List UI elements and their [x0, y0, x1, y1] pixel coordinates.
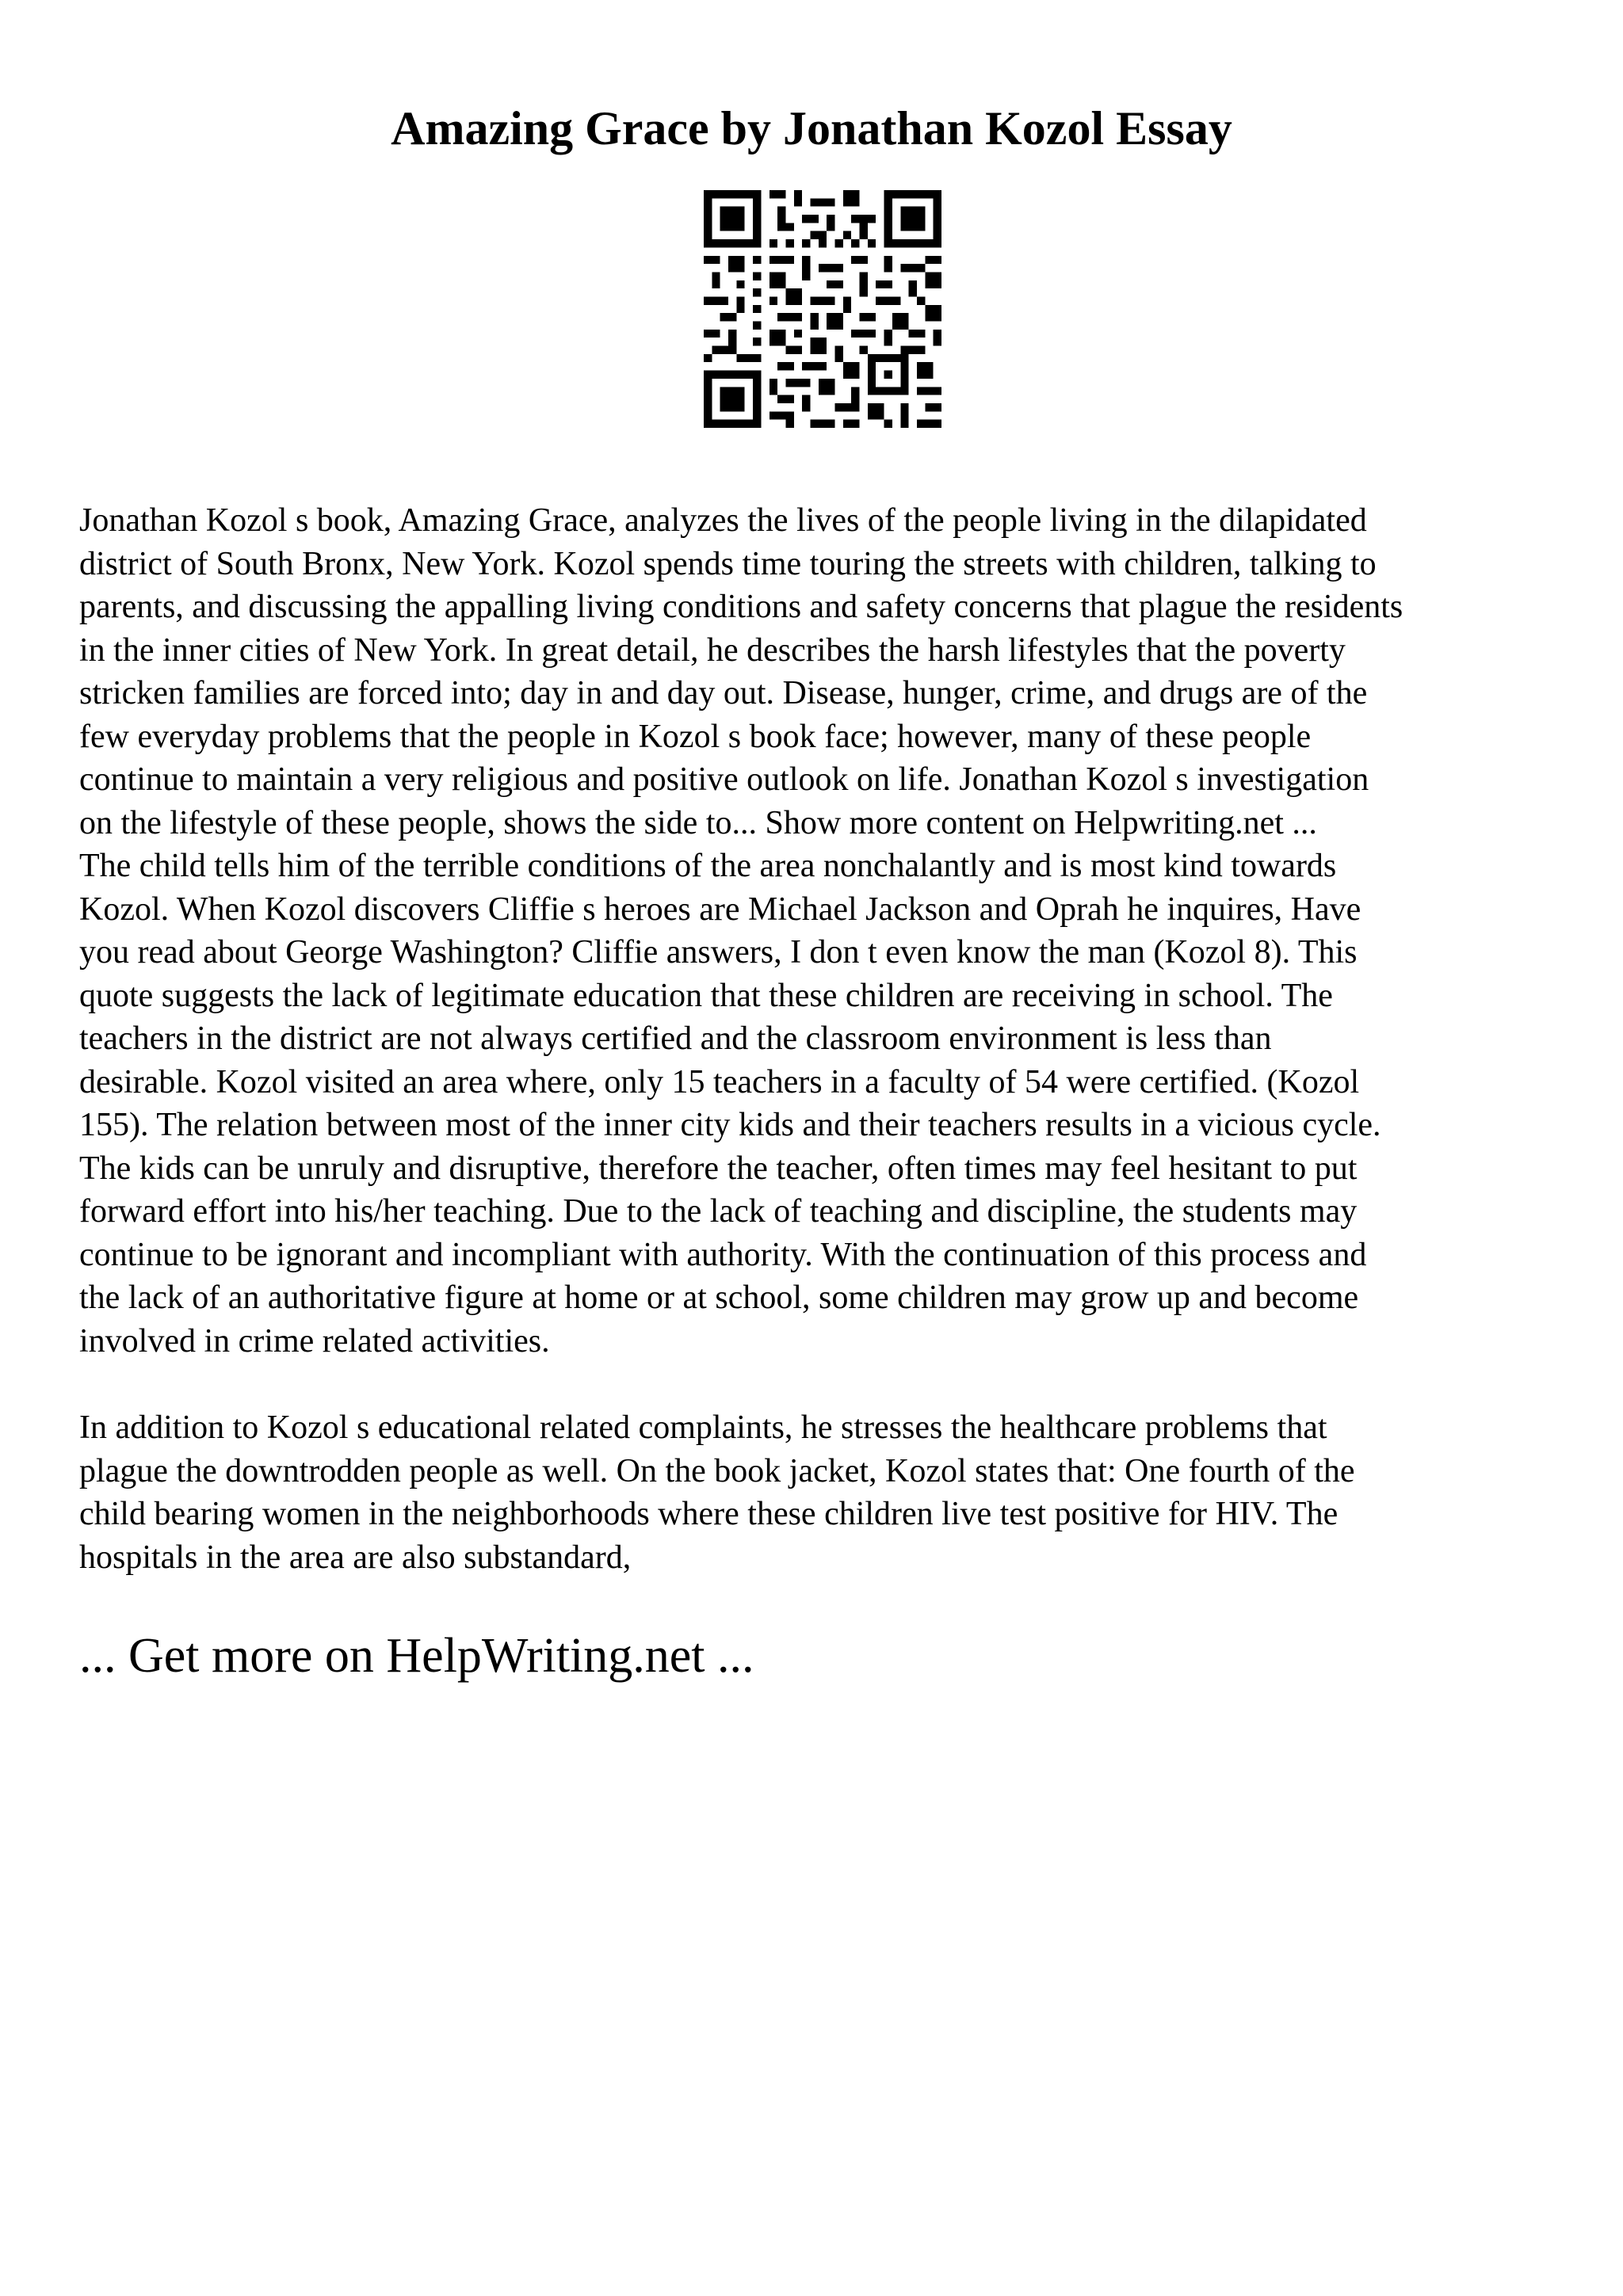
paragraph-line: on the lifestyle of these people, shows the side to... Show more content on Helpwriting.net ...: [79, 804, 1317, 841]
paragraph-line: in the inner cities of New York. In great detail, he describes the harsh lifestyles that the poverty: [79, 631, 1346, 669]
paragraph-line: Jonathan Kozol s book, Amazing Grace, analyzes the lives of the people living in the dilapidated: [79, 502, 1367, 539]
paragraph-line: district of South Bronx, New York. Kozol spends time touring the streets with children, talking to: [79, 545, 1377, 582]
paragraph-line: The kids can be unruly and disruptive, therefore the teacher, often times may feel hesitant to put: [79, 1150, 1358, 1187]
paragraph-line: desirable. Kozol visited an area where, only 15 teachers in a faculty of 54 were certified. (Kozol: [79, 1063, 1360, 1100]
paragraph-line: plague the downtrodden people as well. On the book jacket, Kozol states that: One fourth of the: [79, 1452, 1355, 1489]
get-more-link[interactable]: ... Get more on HelpWriting.net ...: [79, 1629, 754, 1683]
paragraph-line: Kozol. When Kozol discovers Cliffie s heroes are Michael Jackson and Oprah he inquires, Have: [79, 891, 1361, 928]
paragraph-line: teachers in the district are not always certified and the classroom environment is less than: [79, 1020, 1272, 1057]
paragraph-line: few everyday problems that the people in Kozol s book face; however, many of these people: [79, 718, 1312, 755]
paragraph-line: In addition to Kozol s educational related complaints, he stresses the healthcare problems that: [79, 1409, 1327, 1446]
qr-code-icon: [704, 190, 941, 428]
paragraph-line: forward effort into his/her teaching. Due to the lack of teaching and discipline, the students may: [79, 1193, 1358, 1230]
paragraph-line: continue to maintain a very religious and positive outlook on life. Jonathan Kozol s investigation: [79, 761, 1369, 798]
paragraph-line: stricken families are forced into; day in and day out. Disease, hunger, crime, and drugs are of the: [79, 675, 1368, 711]
paragraph-line: you read about George Washington? Cliffie answers, I don t even know the man (Kozol 8). This: [79, 934, 1358, 971]
paragraph-line: parents, and discussing the appalling living conditions and safety concerns that plague the residents: [79, 589, 1403, 625]
essay-paragraph-2: [79, 1406, 1553, 1579]
paragraph-line: 155). The relation between most of the inner city kids and their teachers results in a vicious cycle.: [79, 1107, 1381, 1143]
paragraph-line: involved in crime related activities.: [79, 1322, 550, 1360]
paragraph-line: quote suggests the lack of legitimate education that these children are receiving in school. The: [79, 977, 1333, 1014]
paragraph-line: The child tells him of the terrible conditions of the area nonchalantly and is most kind towards: [79, 848, 1337, 884]
paragraph-line: continue to be ignorant and incompliant with authority. With the continuation of this process and: [79, 1236, 1367, 1273]
paragraph-line: the lack of an authoritative figure at home or at school, some children may grow up and become: [79, 1280, 1359, 1316]
paragraph-line: hospitals in the area are also substandard,: [79, 1539, 632, 1576]
essay-paragraph-1: [79, 499, 1553, 1363]
paragraph-line: child bearing women in the neighborhoods where these children live test positive for HIV. The: [79, 1496, 1338, 1532]
qr-code-graphic: [704, 190, 941, 428]
document-title: Amazing Grace by Jonathan Kozol Essay: [391, 102, 1232, 154]
